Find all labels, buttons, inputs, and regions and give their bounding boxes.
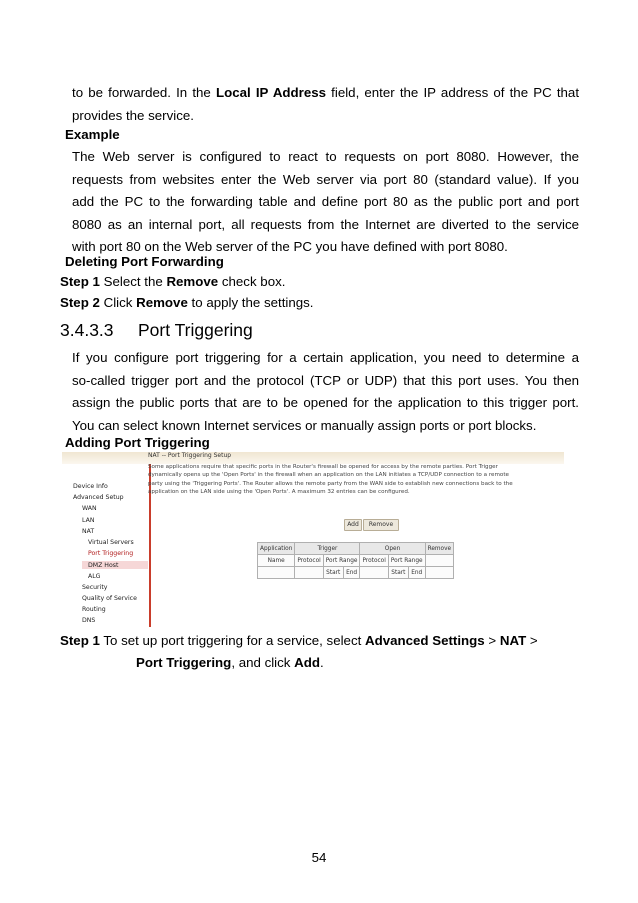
- nav-port-triggering[interactable]: Port Triggering: [88, 550, 134, 557]
- intro-paragraph: [72, 82, 579, 127]
- description-line: Some applications require that specific ports in the Router's firewall be opened for access by the remote parties. Port Trigger: [148, 464, 498, 470]
- table-empty-cell: [425, 567, 454, 579]
- col-remove: Remove: [425, 543, 454, 555]
- section-heading: [60, 318, 253, 342]
- nav-alg[interactable]: ALG: [88, 573, 101, 580]
- nav-quality-of-service[interactable]: Quality of Service: [82, 595, 137, 602]
- deleting-heading: Deleting Port Forwarding: [65, 254, 224, 269]
- example-line: add the PC to the forwarding table and define port 80 as the public port and port: [72, 194, 579, 209]
- trigger-line: You can select known Internet services or manually assign ports or port blocks.: [72, 417, 537, 433]
- col-name: Name: [258, 555, 295, 567]
- col-trigger: Trigger: [295, 543, 360, 555]
- table-empty-cell: [258, 567, 295, 579]
- intro-line: to be forwarded. In the Local IP Address field, enter the IP address of the PC that: [72, 85, 580, 100]
- nav-nat[interactable]: NAT: [82, 528, 95, 535]
- col-trigger-end: End: [343, 567, 360, 579]
- col-application: Application: [258, 543, 295, 555]
- nav-virtual-servers[interactable]: Virtual Servers: [88, 539, 134, 546]
- nav-device-info[interactable]: Device Info: [73, 483, 108, 490]
- delete-step-1: Step 1 Select the Remove check box.: [60, 274, 286, 289]
- trigger-line: assign the public ports that are to be opened for the application to this trigger port.: [72, 395, 579, 410]
- description-line: dynamically opens up the 'Open Ports' in the firewall when an application on the LAN initiates a TCP/UDP connection to a remote: [148, 472, 509, 479]
- col-trigger-start: Start: [323, 567, 343, 579]
- description-line: application on the LAN side using the 'Open Ports'. A maximum 32 entries can be configured.: [148, 488, 410, 495]
- nav-wan[interactable]: WAN: [82, 505, 97, 512]
- table-empty-cell: [295, 567, 323, 579]
- col-trigger-protocol: Protocol: [295, 555, 323, 567]
- example-line: with port 80 on the Web server of the PC you have defined with port 8080.: [72, 239, 508, 254]
- col-open-start: Start: [388, 567, 408, 579]
- nav-dns[interactable]: DNS: [82, 617, 96, 624]
- add-button[interactable]: Add: [344, 519, 362, 531]
- remove-button[interactable]: Remove: [363, 519, 399, 531]
- delete-step-2: Step 2 Click Remove to apply the settings.: [60, 295, 314, 310]
- screenshot-sidebar: [62, 464, 151, 627]
- adding-heading: Adding Port Triggering: [65, 435, 210, 450]
- nav-security[interactable]: Security: [82, 584, 108, 591]
- nav-dmz-host[interactable]: DMZ Host: [88, 562, 119, 569]
- nav-lan[interactable]: LAN: [82, 517, 95, 524]
- example-line: requests from websites enter the Web server via port 80 (standard value). If you: [72, 171, 579, 187]
- intro-line: provides the service.: [72, 107, 194, 123]
- trigger-line: so-called trigger port and the protocol (TCP or UDP) that this port uses. You then: [72, 372, 579, 388]
- trigger-paragraph: [72, 347, 579, 437]
- example-line: 8080 as an internal port, all requests from the Internet are diverted to the service: [72, 216, 579, 232]
- nav-routing[interactable]: Routing: [82, 606, 106, 613]
- page-number: 54: [311, 850, 327, 865]
- col-open-port-range: Port Range: [388, 555, 425, 567]
- screenshot-description: [148, 463, 562, 496]
- section-title: Port Triggering: [138, 320, 253, 340]
- description-line: party using the 'Triggering Ports'. The Router allows the remote party from the WAN side to establish new connections back to the: [148, 480, 513, 487]
- col-open: Open: [360, 543, 425, 555]
- port-triggering-screenshot: [62, 452, 564, 627]
- screenshot-page-title: NAT -- Port Triggering Setup: [148, 452, 232, 459]
- example-line: The Web server is configured to react to requests on port 8080. However, the: [72, 149, 579, 164]
- final-step-line-1: Step 1 To set up port triggering for a service, select Advanced Settings > NAT >: [60, 633, 538, 648]
- table-empty-cell: [360, 567, 388, 579]
- col-open-protocol: Protocol: [360, 555, 388, 567]
- example-heading: Example: [65, 127, 120, 142]
- col-trigger-port-range: Port Range: [323, 555, 360, 567]
- final-step-line-2: Port Triggering, and click Add.: [136, 655, 324, 670]
- col-open-end: End: [408, 567, 425, 579]
- section-number: 3.4.3.3: [60, 320, 114, 340]
- example-paragraph: [72, 146, 579, 259]
- trigger-line: If you configure port triggering for a certain application, you need to determine a: [72, 350, 579, 365]
- table-empty-cell: [425, 555, 454, 567]
- nav-advanced-setup[interactable]: Advanced Setup: [73, 494, 124, 501]
- port-triggering-table: [257, 542, 454, 579]
